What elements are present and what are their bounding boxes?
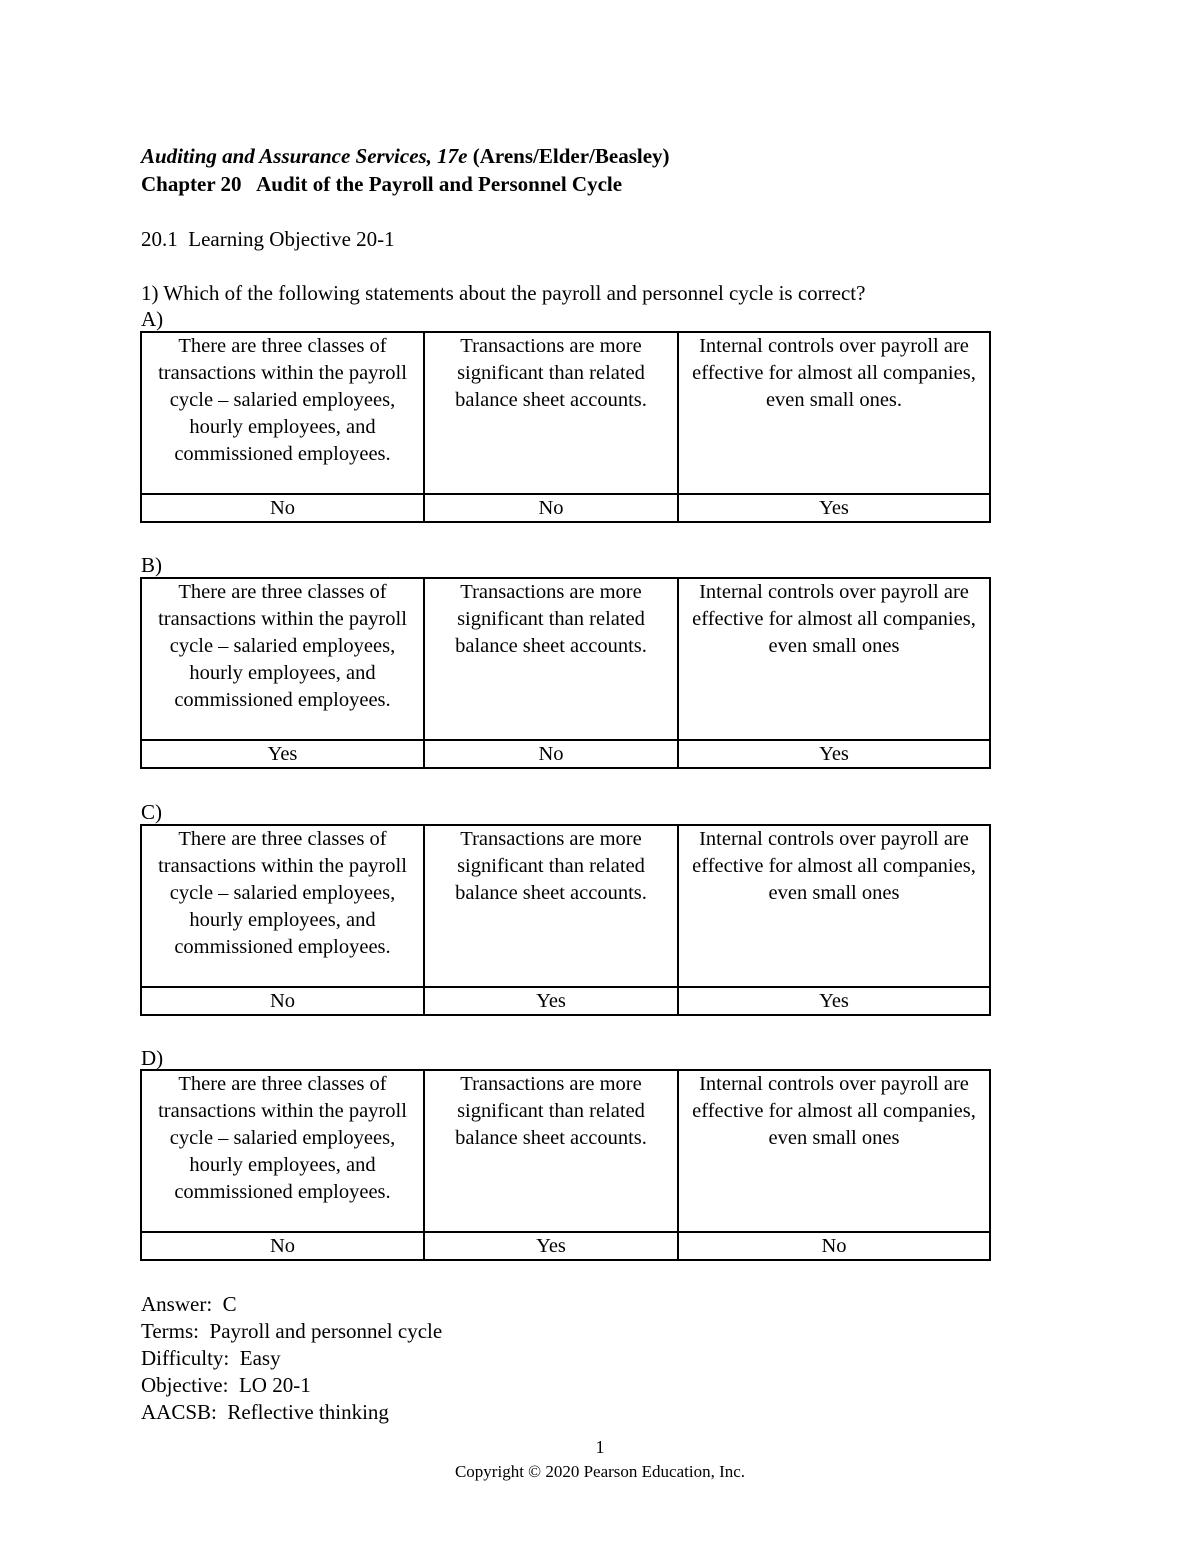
option-d-label: D) (141, 1046, 164, 1070)
option-b-label: B) (141, 553, 162, 577)
answer-cell: Yes (678, 494, 990, 522)
answer-cell: No (424, 740, 678, 768)
answer-row (141, 494, 990, 522)
answer-cell: No (424, 494, 678, 522)
statement-cell: There are three classes of transactions within the payroll cycle – salaried employees, hourly employees, and commissioned employees. (141, 578, 424, 740)
terms-line: Terms: Payroll and personnel cycle (141, 1319, 443, 1343)
option-a-table (140, 331, 991, 523)
answer-line: Answer: C (141, 1292, 237, 1316)
answer-cell: Yes (678, 740, 990, 768)
page-number: 1 (595, 1437, 605, 1457)
option-c-label: C) (141, 800, 162, 824)
statement-cell: Internal controls over payroll are effective for almost all companies, even small ones (678, 825, 990, 987)
statement-cell: Internal controls over payroll are effective for almost all companies, even small ones (678, 1070, 990, 1232)
statement-cell: There are three classes of transactions within the payroll cycle – salaried employees, hourly employees, and commissioned employees. (141, 1070, 424, 1232)
answer-cell: No (678, 1232, 990, 1260)
option-b-table (140, 577, 991, 769)
statement-row (141, 332, 990, 494)
aacsb-line: AACSB: Reflective thinking (141, 1400, 389, 1424)
book-authors: (Arens/Elder/Beasley) (472, 144, 670, 168)
answer-cell: No (141, 987, 424, 1015)
chapter-title: Chapter 20 Audit of the Payroll and Personnel Cycle (141, 172, 623, 196)
statement-cell: There are three classes of transactions within the payroll cycle – salaried employees, hourly employees, and commissioned employees. (141, 332, 424, 494)
answer-row (141, 740, 990, 768)
statement-cell: Transactions are more significant than related balance sheet accounts. (424, 825, 678, 987)
book-title-line (141, 142, 1101, 170)
answer-cell: Yes (424, 1232, 678, 1260)
answer-cell: Yes (141, 740, 424, 768)
question-metadata (141, 1291, 442, 1426)
answer-cell: No (141, 1232, 424, 1260)
statement-cell: Internal controls over payroll are effective for almost all companies, even small ones (678, 578, 990, 740)
statement-cell: Transactions are more significant than related balance sheet accounts. (424, 332, 678, 494)
statement-cell: Internal controls over payroll are effective for almost all companies, even small ones. (678, 332, 990, 494)
option-a-label: A) (141, 307, 164, 331)
answer-cell: No (141, 494, 424, 522)
objective-line: Objective: LO 20-1 (141, 1373, 311, 1397)
answer-row (141, 1232, 990, 1260)
statement-row (141, 578, 990, 740)
question-text: 1) Which of the following statements about the payroll and personnel cycle is correct? (141, 281, 866, 305)
statement-row (141, 1070, 990, 1232)
copyright-notice: Copyright © 2020 Pearson Education, Inc. (454, 1462, 746, 1481)
answer-cell: Yes (424, 987, 678, 1015)
section-heading: 20.1 Learning Objective 20-1 (141, 227, 395, 251)
statement-cell: There are three classes of transactions within the payroll cycle – salaried employees, hourly employees, and commissioned employees. (141, 825, 424, 987)
option-c-table (140, 824, 991, 1016)
page-header (141, 142, 1101, 198)
statement-cell: Transactions are more significant than related balance sheet accounts. (424, 578, 678, 740)
statement-cell: Transactions are more significant than related balance sheet accounts. (424, 1070, 678, 1232)
option-d-table (140, 1069, 991, 1261)
statement-row (141, 825, 990, 987)
difficulty-line: Difficulty: Easy (141, 1346, 281, 1370)
book-title: Auditing and Assurance Services, 17e (141, 144, 468, 168)
answer-cell: Yes (678, 987, 990, 1015)
answer-row (141, 987, 990, 1015)
